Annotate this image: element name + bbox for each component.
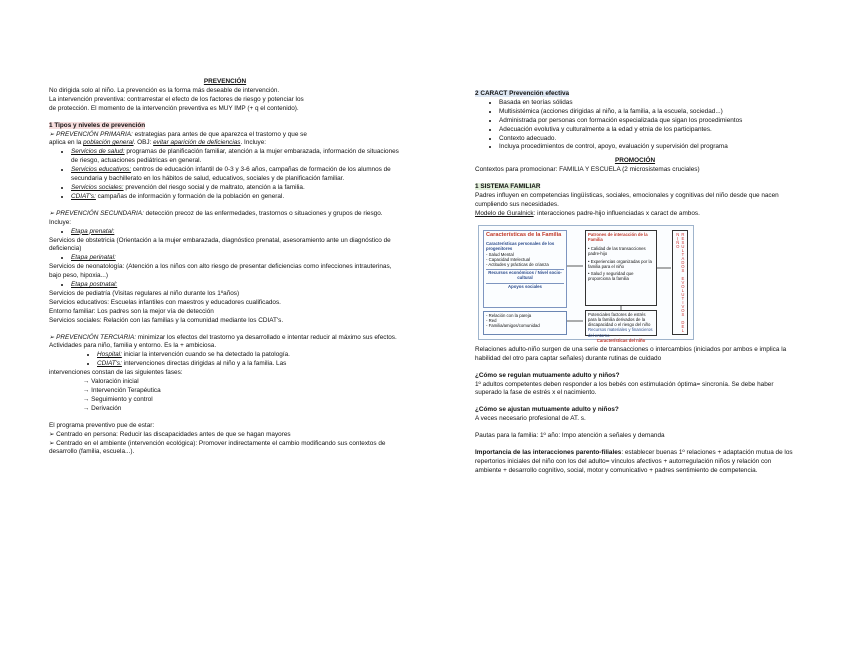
etapa-perinatal: • Etapa perinatal: bbox=[71, 254, 401, 263]
fase-item: → Valoración inicial bbox=[83, 378, 139, 386]
primaria-title: ➢ PREVENCIÓN PRIMARIA: bbox=[49, 130, 133, 138]
fase-item: → Intervención Terapéutica bbox=[83, 387, 161, 394]
intro-line-2: La intervención preventiva: contrarrestar el efecto de los factores de riesgo y potenciar los bbox=[49, 95, 304, 103]
list-item: • Contexto adecuado. bbox=[499, 135, 795, 144]
right-column bbox=[475, 90, 795, 476]
postnatal-line: Servicios de pediatría (Visitas regulares al niño durante los 1ºaños) bbox=[49, 289, 240, 297]
resultados-box: RESULTADOS EVOLUTIVOS DEL NIÑO bbox=[672, 230, 688, 335]
postnatal-line: Servicios educativos: Escuelas infantiles con maestros y educadores cualificados. bbox=[49, 298, 281, 306]
pautas-text: Pautas para la familia: 1º año: Impo atención a señales y demanda bbox=[475, 432, 665, 440]
postnatal-line: Servicios sociales: Relación con las familias y la comunidad mediante los CDIAT's. bbox=[49, 316, 284, 324]
terciaria-paragraph: ➢ PREVENCIÓN TERCIARIA: minimizar los efectos del trastorno ya desarrollado e intentar reducir al máximo sus efectos. Actividades para niño, familia y entorno. Es la + ambiciosa. bbox=[49, 333, 397, 350]
etapa-postnatal: • Etapa postnatal: bbox=[71, 281, 401, 290]
caract-list bbox=[475, 99, 795, 152]
left-column bbox=[49, 78, 401, 457]
promo-contexts: Contextos para promocionar: FAMILIA Y ESCUELA (2 microsistemas cruciales) bbox=[475, 166, 700, 174]
list-item: • Multisistémica (acciones dirigidas al niño, a la familia, a la escuela, sociedad...) bbox=[499, 108, 795, 117]
question-2-text: A veces necesario profesional de AT. s. bbox=[475, 415, 586, 423]
list-item: • Servicios de salud: programas de planificación familiar, atención a la mujer embarazada, información de situaciones de riesgo, actuaciones pediátricas en general. bbox=[71, 148, 401, 166]
fases-intro: intervenciones constan de las siguientes fases: bbox=[49, 369, 183, 377]
list-item: • CDIAT's: intervenciones directas dirigidas al niño y a la familia. Las bbox=[97, 360, 401, 369]
programa-item: ➢ Centrado en persona: Reducir las discapacidades antes de que se hagan mayores bbox=[49, 430, 291, 438]
prenatal-text: Servicios de obstetricia (Orientación a la mujer embarazada, diagnóstico prenatal, asesoramiento ante un diagnóstico de deficiencia) bbox=[49, 236, 391, 253]
guralnick-line: Modelo de Guralnick: interacciones padre-hijo influenciadas x caract de ambos. bbox=[475, 209, 700, 217]
etapa-prenatal: • Etapa prenatal: bbox=[71, 228, 401, 237]
perinatal-text: Servicios de neonatología: (Atención a los niños con alto riesgo de presentar deficiencias como infecciones intrauterinas, bajo peso, hipoxia...) bbox=[49, 263, 392, 280]
guralnick-diagram bbox=[478, 225, 694, 343]
familia-text: Padres influyen en competencias lingüísticas, sociales, emocionales y cognitivas del niño desde que nacen cumpliendo sus necesidades. bbox=[475, 192, 779, 208]
promocion-title: PROMOCIÓN bbox=[614, 157, 656, 165]
fase-item: → Seguimiento y control bbox=[83, 395, 153, 403]
familia-heading: 1 SISTEMA FAMILIAR bbox=[475, 183, 541, 191]
patrones-box: Patrones de interacción de la Familia • Calidad de las transacciones padre-hijo • Experiencias organizadas por la familia para el niño • Salud y seguridad que proporciona la familia bbox=[585, 230, 657, 306]
list-item: • CDIAT's: campañas de información y formación de la población en general. bbox=[71, 193, 401, 202]
diagram-arrows bbox=[479, 226, 693, 339]
list-item: • Hospital: iniciar la intervención cuando se ha detectado la patología. bbox=[97, 351, 401, 360]
list-item: • Incluya procedimientos de control, apoyo, evaluación y supervisión del programa bbox=[499, 143, 795, 152]
list-item: • Servicios educativos: centros de educación infantil de 0-3 y 3-6 años, campañas de formación de los alumnos de secundaria y bachillerato en los hábitos de salud, educativos, sociales y de planificación familiar. bbox=[71, 166, 401, 184]
postnatal-line: Entorno familiar: Los padres son la mejor vía de detección bbox=[49, 307, 214, 315]
question-2: ¿Cómo se ajustan mutuamente adulto y niños? bbox=[475, 406, 619, 414]
primaria-paragraph: ➢ PREVENCIÓN PRIMARIA: estrategias para antes de que aparezca el trastorno y que se aplica en la población general. OBJ: evitar aparición de deficiencias. Incluye: bbox=[49, 130, 307, 147]
caract-heading: 2 CARACT Prevención efectiva bbox=[475, 90, 570, 97]
prevencion-title: PREVENCIÓN bbox=[203, 78, 247, 85]
intro-line-1: No dirigida solo al niño. La prevención es la forma más deseable de intervención. bbox=[49, 86, 280, 94]
fase-item: → Derivación bbox=[83, 404, 122, 412]
intro-line-3: de protección. El momento de la intervención preventiva es MUY IMP (+ q el contenido). bbox=[49, 104, 299, 112]
list-item: • Basada en teorías sólidas bbox=[499, 99, 795, 108]
question-1-text: 1º adultos competentes deben responder a los bebés con estimulación óptima= sincronía. Se debe haber superado la fase de estrés x el nacimiento. bbox=[475, 380, 774, 397]
types-heading: 1 Tipos y niveles de prevención bbox=[49, 121, 146, 129]
list-item: • Adecuación evolutiva y culturalmente a la edad y etnia de los participantes. bbox=[499, 126, 795, 135]
list-item: • Servicios sociales: prevención del riesgo social y de maltrato, atención a la familia. bbox=[71, 184, 401, 193]
relaciones-text: Relaciones adulto-niño surgen de una serie de transacciones o intercambios (iniciados por ambos e implica la habilidad del otro para captar señales) durante rutinas de cuidado bbox=[475, 345, 787, 362]
importancia-text: Importancia de las interacciones parento-filiales: establecer buenas 1º relaciones + adaptación mutua de los repertorios iniciales del niño con los del adulto= vínculos afectivos + autorregulación niños y relación con ambiente + desarrollo cognitivo, social, motor y comunicativo + padres sentimiento de competencia. bbox=[475, 449, 793, 474]
apoyos-items-box: - Relación con la pareja - Red - Familia/amigos/comunidad bbox=[483, 311, 567, 335]
estresores-box: Potenciales factores de estrés para la familia derivados de la discapacidad o el riesgo del niño Recursos materiales y financieros del entorno Características del niño bbox=[585, 310, 657, 336]
list-item: • Administrada por personas con formación especializada que sigan los procedimientos bbox=[499, 117, 795, 126]
programa-item: ➢ Centrado en el ambiente (intervención ecológica): Promover indirectamente el cambio modificando sus contextos de desarrollo (familia, escuela...). bbox=[49, 439, 386, 456]
question-1: ¿Cómo se regulan mutuamente adulto y niños? bbox=[475, 371, 620, 379]
secundaria-paragraph: ➢ PREVENCIÓN SECUNDARIA: detección precoz de las enfermedades, trastornos o situaciones y grupos de riesgo. Incluye: bbox=[49, 209, 383, 226]
primaria-list bbox=[49, 148, 401, 201]
programa-intro: El programa preventivo pue de estar: bbox=[49, 421, 155, 429]
family-characteristics-box: Características de la Familia Características personales de los progenitores - Salud Mental - Capacidad Intelectual - Actitudes y prácticas de crianza Recursos económicos / Nivel socio-cultural Apoyos sociales bbox=[483, 230, 567, 308]
